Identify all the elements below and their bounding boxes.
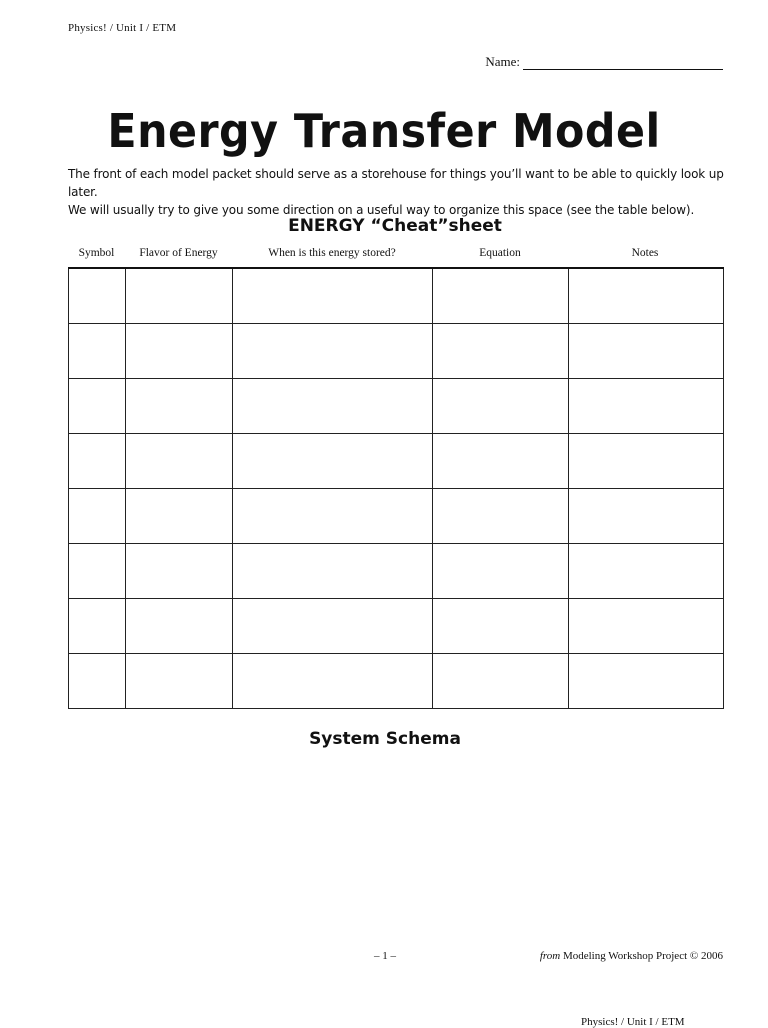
intro-paragraph [68, 165, 728, 219]
page-number: – 1 – [374, 950, 396, 962]
column-header-symbol: Symbol [78, 247, 115, 259]
table-cell[interactable] [126, 324, 233, 379]
table-cell[interactable] [126, 544, 233, 599]
intro-line-2: We will usually try to give you some direction on a useful way to organize this space (see the table below). [68, 203, 695, 217]
intro-line-1: The front of each model packet should serve as a storehouse for things you’ll want to be able to quickly look up later. [68, 167, 724, 199]
table-row [69, 599, 724, 654]
table-row [69, 268, 724, 324]
table-cell[interactable] [233, 268, 433, 324]
cheatsheet-column-headers [68, 247, 722, 259]
table-cell[interactable] [233, 599, 433, 654]
footer-credit-text: Modeling Workshop Project © 2006 [562, 950, 723, 962]
table-cell[interactable] [69, 489, 126, 544]
system-schema-heading: System Schema [309, 729, 461, 749]
table-cell[interactable] [233, 379, 433, 434]
table-cell[interactable] [433, 379, 569, 434]
footer-credit-prefix: from [539, 950, 561, 962]
cheatsheet-heading: ENERGY “Cheat”sheet [288, 216, 502, 236]
column-header-notes: Notes [631, 247, 659, 259]
table-cell[interactable] [69, 379, 126, 434]
table-cell[interactable] [433, 654, 569, 709]
table-cell[interactable] [69, 324, 126, 379]
table-cell[interactable] [69, 544, 126, 599]
table-cell[interactable] [233, 324, 433, 379]
table-cell[interactable] [69, 268, 126, 324]
next-page-breadcrumb: Physics! / Unit I / ETM [581, 1016, 685, 1028]
table-cell[interactable] [69, 599, 126, 654]
table-cell[interactable] [569, 599, 724, 654]
table-cell[interactable] [433, 544, 569, 599]
cheatsheet-table [68, 267, 724, 709]
table-cell[interactable] [433, 489, 569, 544]
name-label: Name: [485, 54, 520, 69]
table-cell[interactable] [569, 654, 724, 709]
footer-credit [540, 950, 723, 962]
column-header-when-stored: When is this energy stored? [268, 247, 396, 259]
table-cell[interactable] [126, 489, 233, 544]
table-cell[interactable] [126, 654, 233, 709]
name-input-line[interactable] [523, 56, 723, 70]
table-cell[interactable] [233, 434, 433, 489]
table-cell[interactable] [126, 434, 233, 489]
table-cell[interactable] [569, 434, 724, 489]
column-header-flavor: Flavor of Energy [139, 247, 218, 259]
column-header-equation: Equation [479, 247, 521, 259]
table-cell[interactable] [433, 324, 569, 379]
table-row [69, 324, 724, 379]
table-cell[interactable] [569, 379, 724, 434]
table-row [69, 379, 724, 434]
table-cell[interactable] [126, 268, 233, 324]
table-row [69, 544, 724, 599]
table-cell[interactable] [433, 599, 569, 654]
table-cell[interactable] [569, 544, 724, 599]
table-cell[interactable] [233, 489, 433, 544]
table-cell[interactable] [569, 324, 724, 379]
cheatsheet-table-body [69, 268, 724, 709]
table-cell[interactable] [233, 654, 433, 709]
table-row [69, 434, 724, 489]
page-title: Energy Transfer Model [107, 104, 661, 158]
table-cell[interactable] [233, 544, 433, 599]
table-row [69, 654, 724, 709]
header-breadcrumb: Physics! / Unit I / ETM [68, 22, 177, 34]
table-cell[interactable] [69, 434, 126, 489]
name-field-row [485, 54, 723, 70]
table-cell[interactable] [433, 434, 569, 489]
table-cell[interactable] [126, 599, 233, 654]
table-cell[interactable] [433, 268, 569, 324]
table-row [69, 489, 724, 544]
table-cell[interactable] [569, 489, 724, 544]
table-cell[interactable] [126, 379, 233, 434]
table-cell[interactable] [69, 654, 126, 709]
table-cell[interactable] [569, 268, 724, 324]
